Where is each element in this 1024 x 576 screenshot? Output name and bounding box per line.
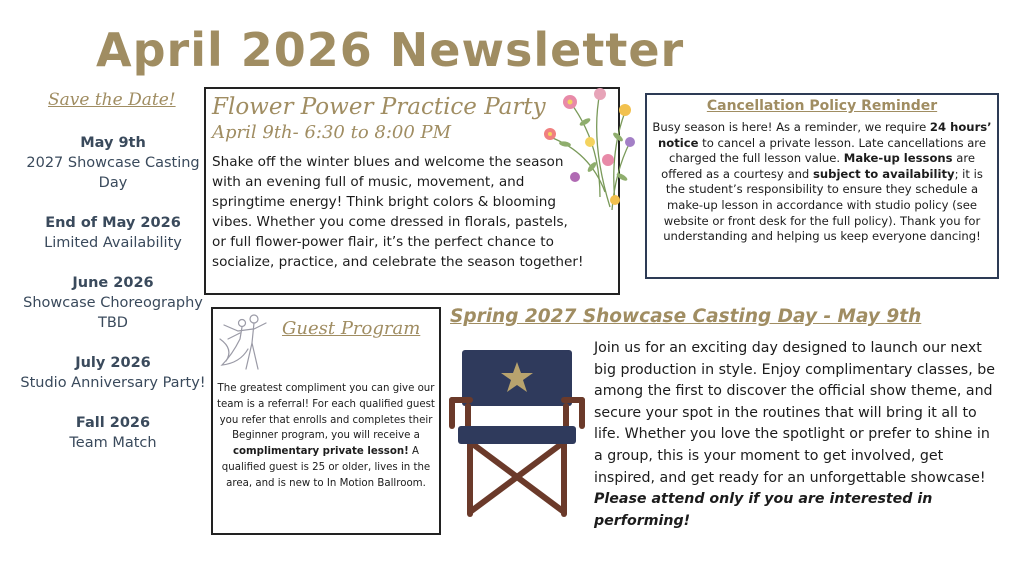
cancellation-policy-title: Cancellation Policy Reminder — [706, 98, 938, 114]
casting-day-text — [594, 338, 998, 532]
reward-emphasis: complimentary private lesson! — [233, 446, 409, 458]
cancellation-text: ; it is the student’s responsibility to ensure they schedule a make-up lesson in accordance with studio policy (see website or front desk for the full policy). Thank you for understanding and helping us keep everyone dancing! — [663, 166, 983, 244]
date-item — [20, 353, 206, 393]
date-item — [20, 133, 206, 193]
date-item-date: Fall 2026 — [75, 415, 151, 431]
guest-program-title: Guest Program — [282, 318, 421, 339]
flower-bouquet-icon — [530, 82, 640, 212]
makeup-emphasis: Make-up lessons — [843, 151, 953, 166]
date-item-text: Limited Availability — [44, 235, 182, 251]
party-datetime: April 9th- 6:30 to 8:00 PM — [212, 122, 452, 143]
save-the-date-heading: Save the Date! — [48, 90, 176, 110]
date-item-date: May 9th — [80, 135, 146, 151]
date-item — [20, 213, 206, 253]
guest-text: A qualified guest is 25 or older, lives in the area, and is new to In Motion Ballroom. — [221, 446, 431, 489]
cancellation-text: are offered as a courtesy and — [661, 151, 976, 181]
date-item-date: June 2026 — [72, 275, 154, 291]
newsletter-title: April 2026 Newsletter — [96, 23, 685, 77]
date-item — [20, 413, 206, 453]
party-title: Flower Power Practice Party — [212, 94, 546, 120]
casting-emphasis: Please attend only if you are interested in performing! — [594, 491, 933, 529]
availability-emphasis: subject to availability — [812, 166, 955, 181]
cancellation-policy-text — [650, 120, 994, 245]
director-chair-icon — [446, 342, 588, 522]
save-the-date-list — [20, 133, 206, 473]
casting-day-title: Spring 2027 Showcase Casting Day - May 9th — [450, 306, 922, 327]
party-description: Shake off the winter blues and welcome the season with an evening full of music, movement, and springtime energy! Think bright colors & blooming vibes. Whether you come dressed in florals, pastels, or full flower-power flair, it’s the perfect chance to socialize, practice, and celebrate the season together! — [212, 154, 584, 270]
dancing-couple-icon — [214, 309, 280, 377]
guest-program-text — [216, 381, 436, 492]
date-item-text: Studio Anniversary Party! — [20, 375, 206, 391]
cancellation-text: Busy season is here! As a reminder, we require — [652, 120, 930, 134]
cancellation-text: to cancel a private lesson. Late cancellations are charged the full lesson value. — [668, 135, 986, 166]
date-item-text: 2027 Showcase Casting Day — [26, 155, 200, 191]
date-item-date: End of May 2026 — [45, 215, 181, 231]
casting-text: Join us for an exciting day designed to launch our next big production in style. Enjoy complimentary classes, be among the first to discover the official show theme, and secure your spot in the routines that will bring it all to life. Whether you love the spotlight or prefer to shine in a group, this is your moment to get involved, get inspired, and get ready for an unforgettable showcase! — [594, 340, 995, 486]
notice-emphasis: 24 hours’ notice — [658, 120, 992, 150]
guest-text: The greatest compliment you can give our team is a referral! For each qualified guest you refer that enrolls and completes their Beginner program, you will receive a — [217, 383, 435, 442]
date-item-date: July 2026 — [75, 355, 151, 371]
date-item — [20, 273, 206, 333]
date-item-text: Showcase Choreography TBD — [23, 295, 203, 331]
date-item-text: Team Match — [69, 435, 157, 451]
